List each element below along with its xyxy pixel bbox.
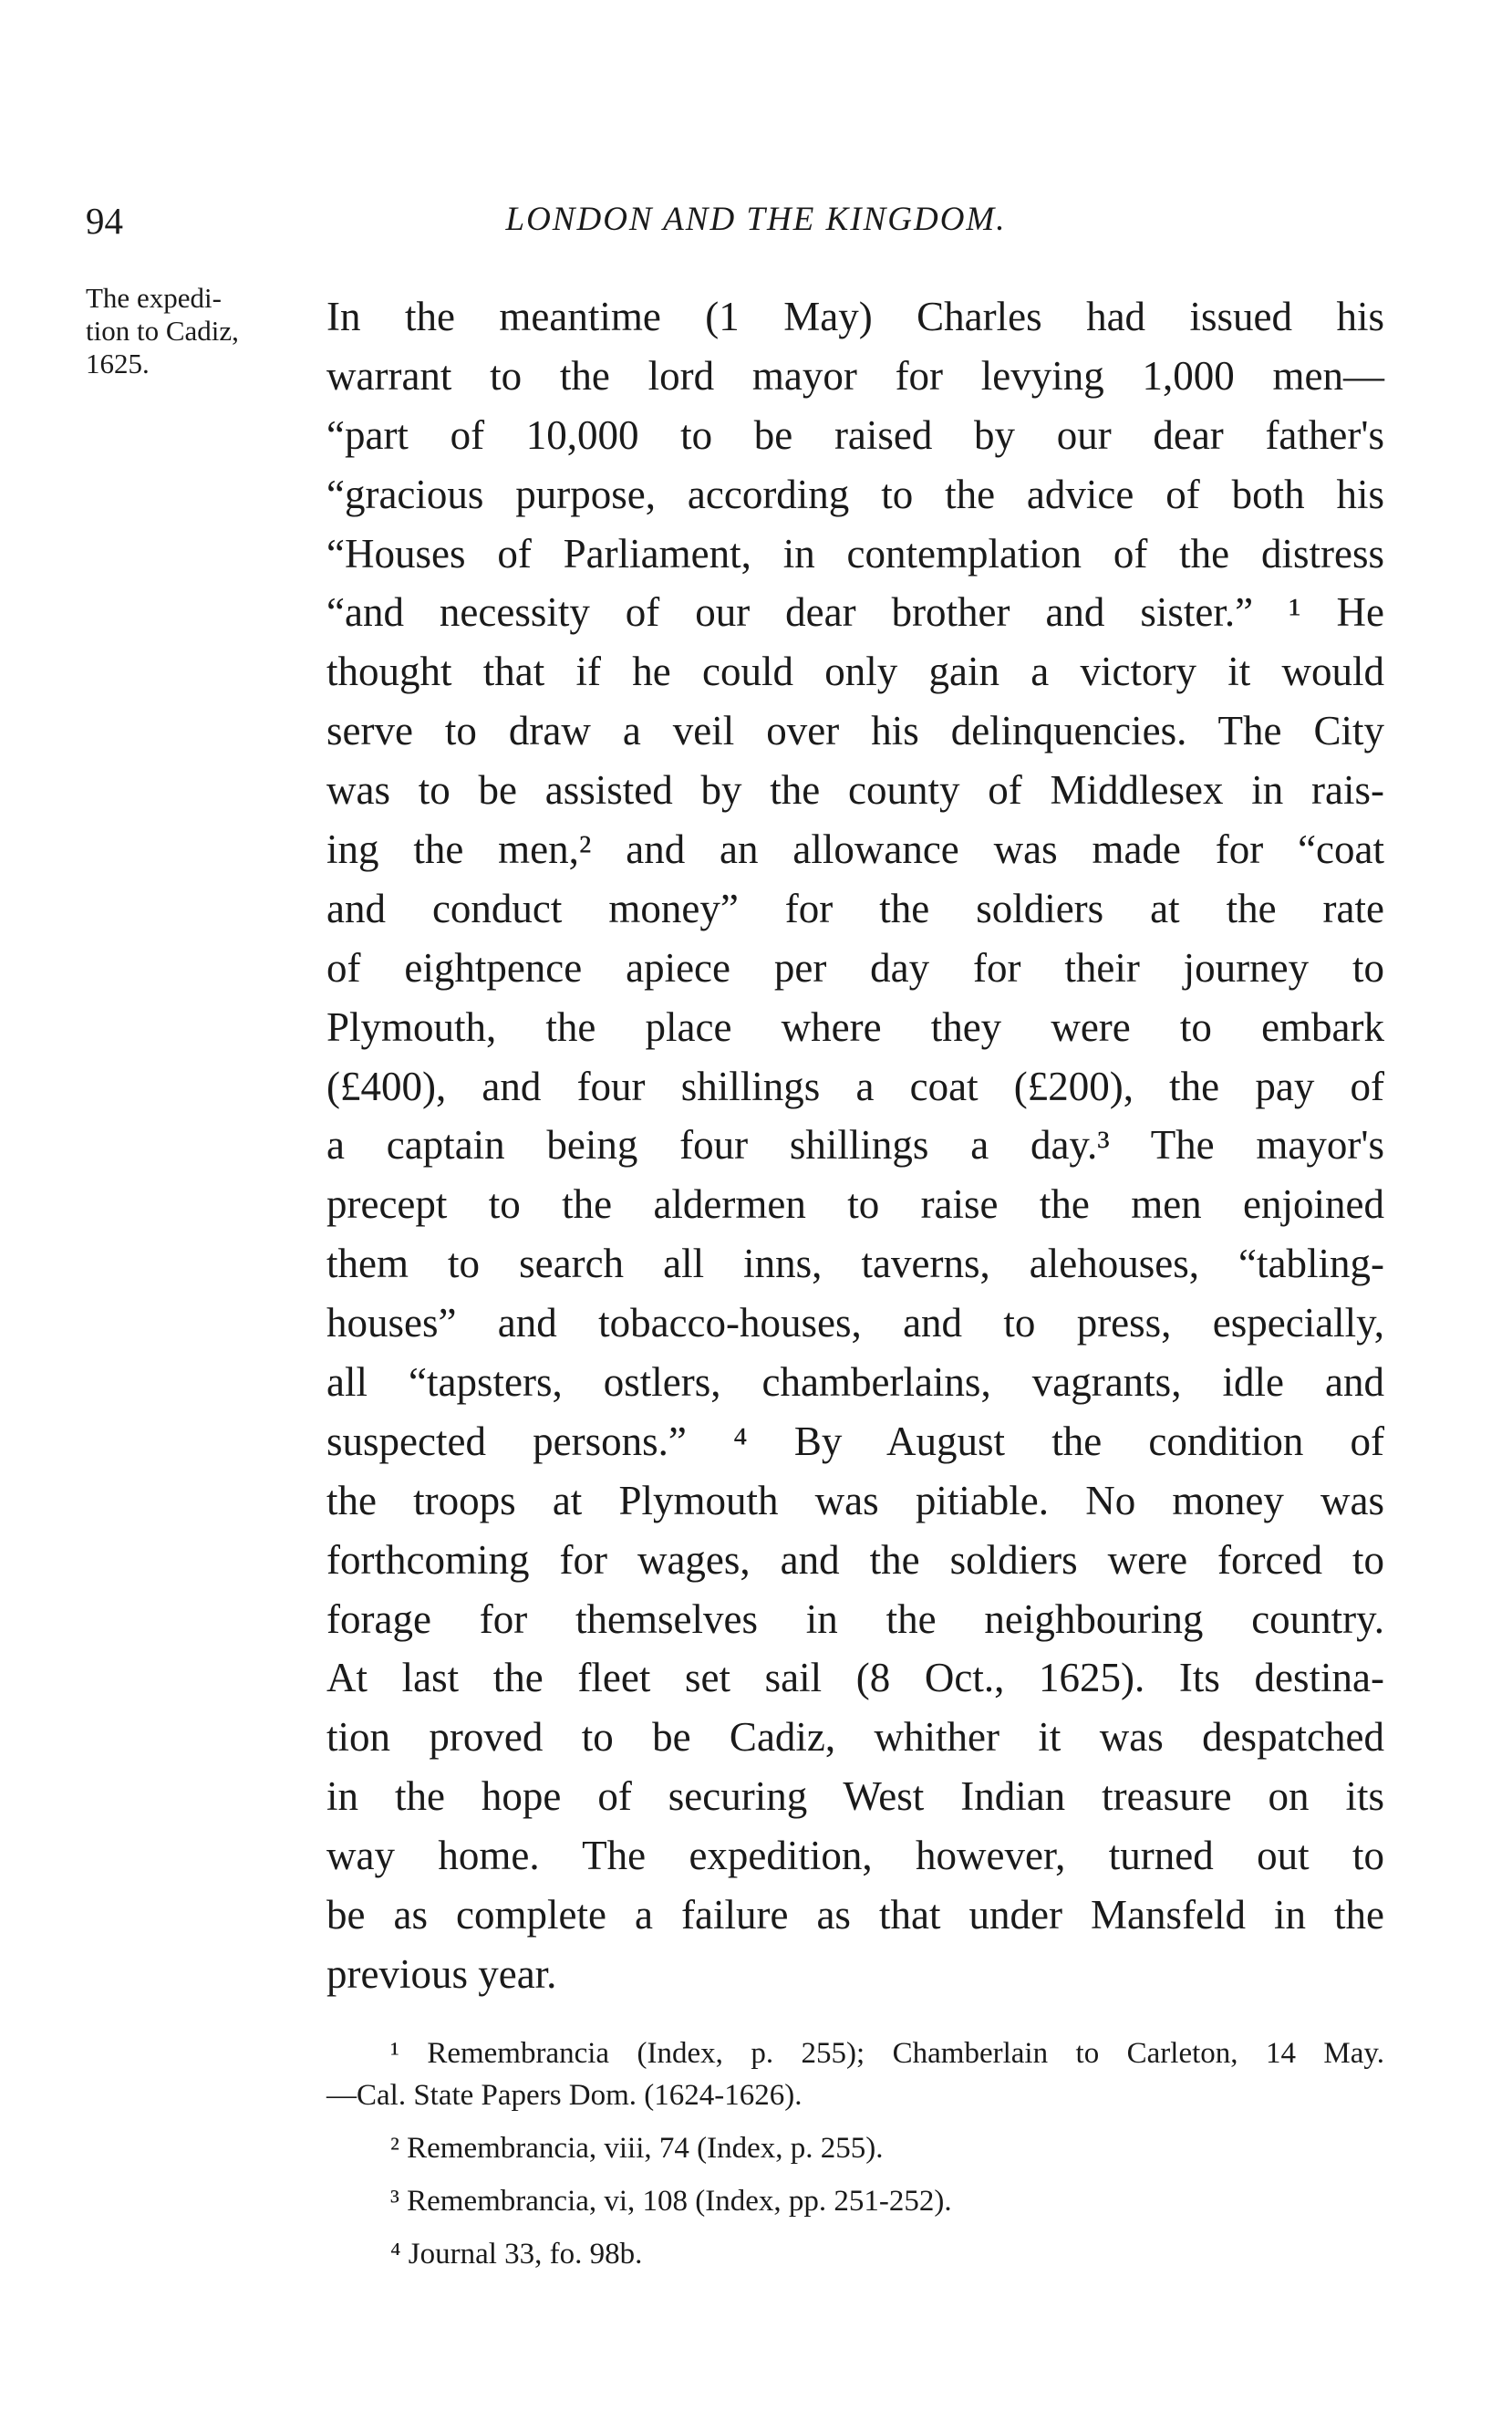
- text-line: In the meantime (1 May) Charles had issued his: [326, 294, 1384, 339]
- text-line: of eightpence apiece per day for their journey to: [326, 944, 1384, 991]
- text-line: (£400), and four shillings a coat (£200), the pay of: [326, 1063, 1384, 1109]
- text-line: was to be assisted by the county of Middlesex in rais-: [326, 767, 1384, 814]
- text-line: in the hope of securing West Indian treasure on its: [326, 1773, 1384, 1820]
- text-line: a captain being four shillings a day.³ The mayor's: [326, 1122, 1384, 1169]
- text-line: warrant to the lord mayor for levying 1,000 men—: [326, 352, 1384, 399]
- page-number: 94: [86, 200, 123, 242]
- text-line: thought that if he could only gain a victory it would: [326, 649, 1384, 695]
- text-line: houses” and tobacco-houses, and to press, especially,: [326, 1300, 1384, 1346]
- footnote-1-continued: —Cal. State Papers Dom. (1624-1626).: [326, 2079, 803, 2112]
- text-line: forthcoming for wages, and the soldiers were forced to: [326, 1536, 1384, 1583]
- text-line: precept to the aldermen to raise the men enjoined: [326, 1181, 1384, 1228]
- footnote-3: ³ Remembrancia, vi, 108 (Index, pp. 251-252).: [390, 2185, 952, 2218]
- footnote-2: ² Remembrancia, viii, 74 (Index, p. 255).: [390, 2132, 884, 2165]
- footnotes: [326, 2032, 1384, 2275]
- text-line: be as complete a failure as that under Mansfeld in the: [326, 1892, 1384, 1938]
- text-line: At last the fleet set sail (8 Oct., 1625). Its destina-: [326, 1655, 1384, 1701]
- text-line: ing the men,² and an allowance was made for “coat: [326, 826, 1384, 873]
- text-line: “part of 10,000 to be raised by our dear father's: [326, 411, 1384, 458]
- text-line: previous year.: [326, 1950, 557, 1997]
- text-line: all “tapsters, ostlers, chamberlains, vagrants, idle and: [326, 1359, 1384, 1406]
- text-line: suspected persons.” ⁴ By August the condition of: [326, 1418, 1384, 1464]
- text-line: “and necessity of our dear brother and sister.” ¹ He: [326, 589, 1384, 636]
- text-line: them to search all inns, taverns, alehouses, “tabling-: [326, 1241, 1384, 1287]
- margin-note: [86, 282, 341, 380]
- margin-note-line: 1625.: [86, 348, 150, 379]
- running-head: LONDON AND THE KINGDOM.: [505, 201, 1007, 238]
- margin-note-line: tion to Cadiz,: [86, 315, 239, 347]
- text-line: and conduct money” for the soldiers at the rate: [326, 885, 1384, 931]
- text-line: forage for themselves in the neighbouring country.: [326, 1595, 1384, 1642]
- text-line: “gracious purpose, according to the advice of both his: [326, 471, 1384, 517]
- text-line: tion proved to be Cadiz, whither it was despatched: [326, 1714, 1384, 1761]
- footnote-1: ¹ Remembrancia (Index, p. 255); Chamberlain to Carleton, 14 May.: [390, 2037, 1384, 2070]
- margin-note-line: The expedi-: [86, 282, 222, 314]
- text-line: the troops at Plymouth was pitiable. No money was: [326, 1477, 1384, 1523]
- text-line: Plymouth, the place where they were to embark: [326, 1003, 1384, 1050]
- text-line: way home. The expedition, however, turned out to: [326, 1833, 1384, 1879]
- text-line: “Houses of Parliament, in contemplation of the distress: [326, 530, 1384, 577]
- body-text: [326, 287, 1384, 2004]
- text-line: serve to draw a veil over his delinquencies. The City: [326, 708, 1384, 754]
- footnote-4: ⁴ Journal 33, fo. 98b.: [390, 2238, 643, 2271]
